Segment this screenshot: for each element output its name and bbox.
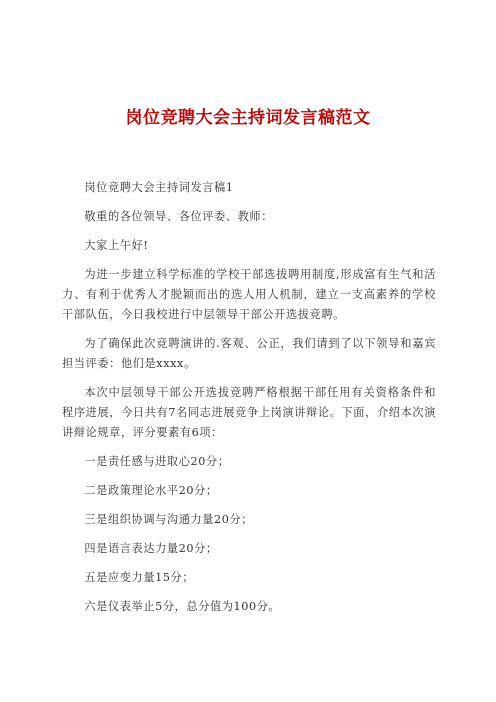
paragraph-rules: 本次中层领导干部公开选拔竞聘严格根据干部任用有关资格条件和程序进展，今日共有7名同志进展竞争上岗演讲辩论。下面，介绍本次演讲辩论规章，评分要素有6项： xyxy=(62,386,436,439)
paragraph-salutation: 敬重的各位领导、各位评委、教师： xyxy=(84,210,273,223)
scoring-item: 一是责任感与进取心20分； xyxy=(84,455,230,468)
document-body xyxy=(62,178,436,626)
paragraph-judges: 为了确保此次竞聘演讲的.客观、公正，我们请到了以下领导和嘉宾担当评委：他们是xxxx。 xyxy=(62,337,436,370)
paragraph-purpose: 为进一步建立科学标准的学校干部选拔聘用制度,形成富有生气和活力、有利于优秀人才脱颖而出的选人用人机制，建立一支高素养的学校干部队伍，今日我校进行中层领导干部公开选拔竞聘。 xyxy=(62,268,436,321)
scoring-item: 二是政策理论水平20分； xyxy=(84,484,218,497)
scoring-item: 四是语言表达力量20分； xyxy=(84,542,218,555)
paragraph-greeting: 大家上午好! xyxy=(84,239,149,252)
document-title: 岗位竞聘大会主持词发言稿范文 xyxy=(125,108,371,128)
scoring-item: 五是应变力量15分； xyxy=(84,571,195,584)
paragraph-heading: 岗位竞聘大会主持词发言稿1 xyxy=(84,181,234,194)
scoring-item: 三是组织协调与沟通力量20分； xyxy=(84,513,254,526)
scoring-item: 六是仪表举止5分，总分值为100分。 xyxy=(84,600,281,613)
